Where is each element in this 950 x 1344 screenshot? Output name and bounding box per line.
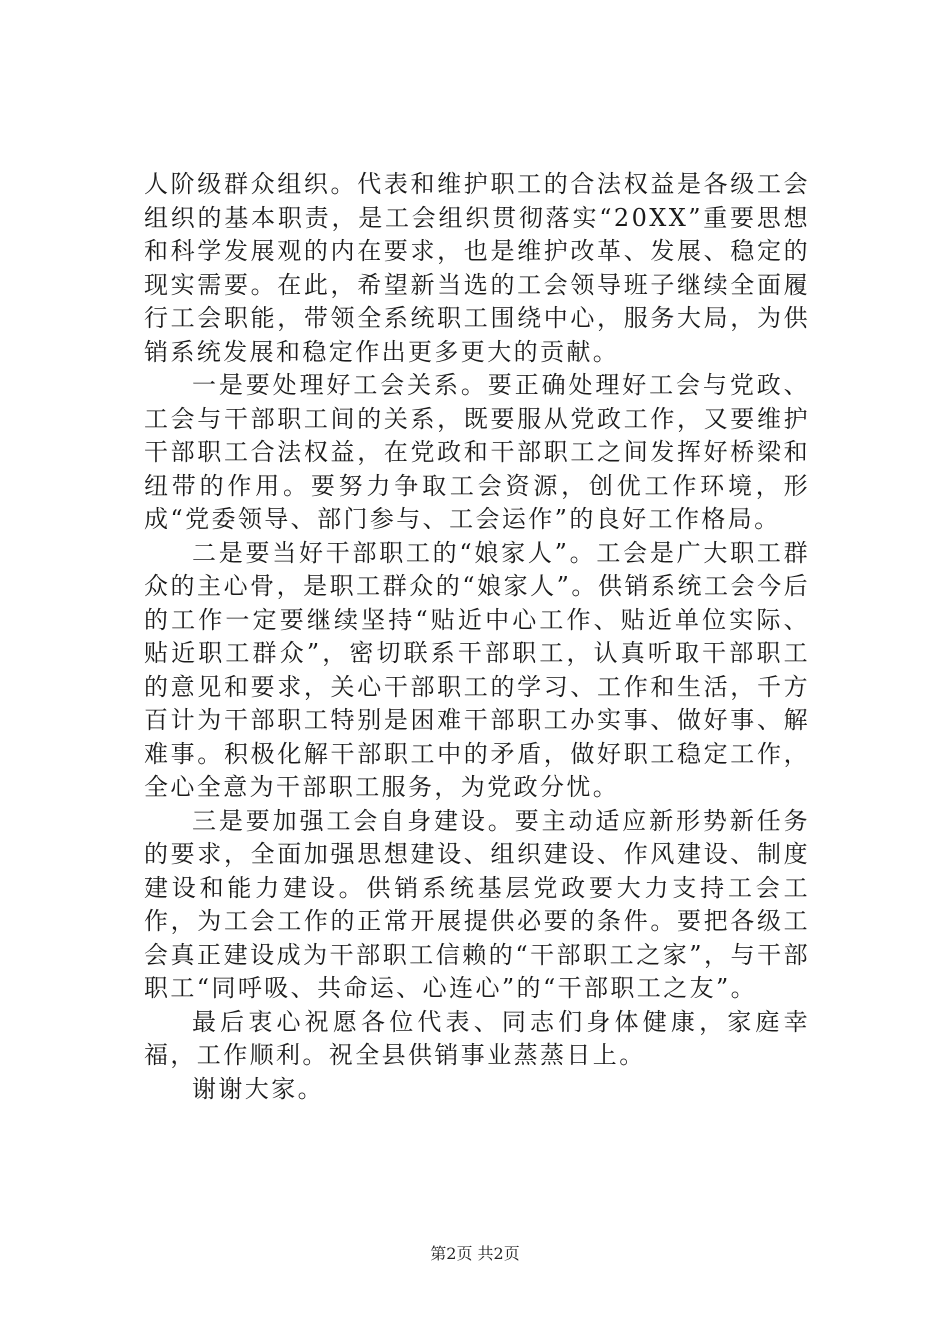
paragraph-thanks: 谢谢大家。 [192, 1074, 324, 1103]
paragraph-closing-wishes: 最后衷心祝愿各位代表、同志们身体健康，家庭幸福，工作顺利。祝全县供销事业蒸蒸日上。 [144, 1007, 810, 1069]
paragraph-point-two: 二是要当好干部职工的“娘家人”。工会是广大职工群众的主心骨，是职工群众的“娘家人”。供销系统工会今后的工作一定要继续坚持“贴近中心工作、贴近单位实际、贴近职工群众”，密切联系干部职工，认真听取干部职工的意见和要求，关心干部职工的学习、工作和生活，千方百计为干部职工特别是困难干部职工办实事、做好事、解难事。积极化解干部职工中的矛盾，做好职工稳定工作，全心全意为干部职工服务，为党政分忧。 [144, 538, 810, 801]
paragraph-intro: 人阶级群众组织。代表和维护职工的合法权益是各级工会组织的基本职责，是工会组织贯彻落实“20XX”重要思想和科学发展观的内在要求，也是维护改革、发展、稳定的现实需要。在此，希望新当选的工会领导班子继续全面履行工会职能，带领全系统职工围绕中心，服务大局，为供销系统发展和稳定作出更多更大的贡献。 [144, 170, 810, 366]
page-number-footer: 第2页 共2页 [430, 1244, 520, 1263]
document-body [144, 168, 810, 1106]
paragraph-point-one: 一是要处理好工会关系。要正确处理好工会与党政、工会与干部职工间的关系，既要服从党政工作，又要维护干部职工合法权益，在党政和干部职工之间发挥好桥梁和纽带的作用。要努力争取工会资源，创优工作环境，形成“党委领导、部门参与、工会运作”的良好工作格局。 [144, 371, 810, 533]
paragraph-point-three: 三是要加强工会自身建设。要主动适应新形势新任务的要求，全面加强思想建设、组织建设、作风建设、制度建设和能力建设。供销系统基层党政要大力支持工会工作，为工会工作的正常开展提供必要的条件。要把各级工会真正建设成为干部职工信赖的“干部职工之家”，与干部职工“同呼吸、共命运、心连心”的“干部职工之友”。 [144, 806, 810, 1002]
